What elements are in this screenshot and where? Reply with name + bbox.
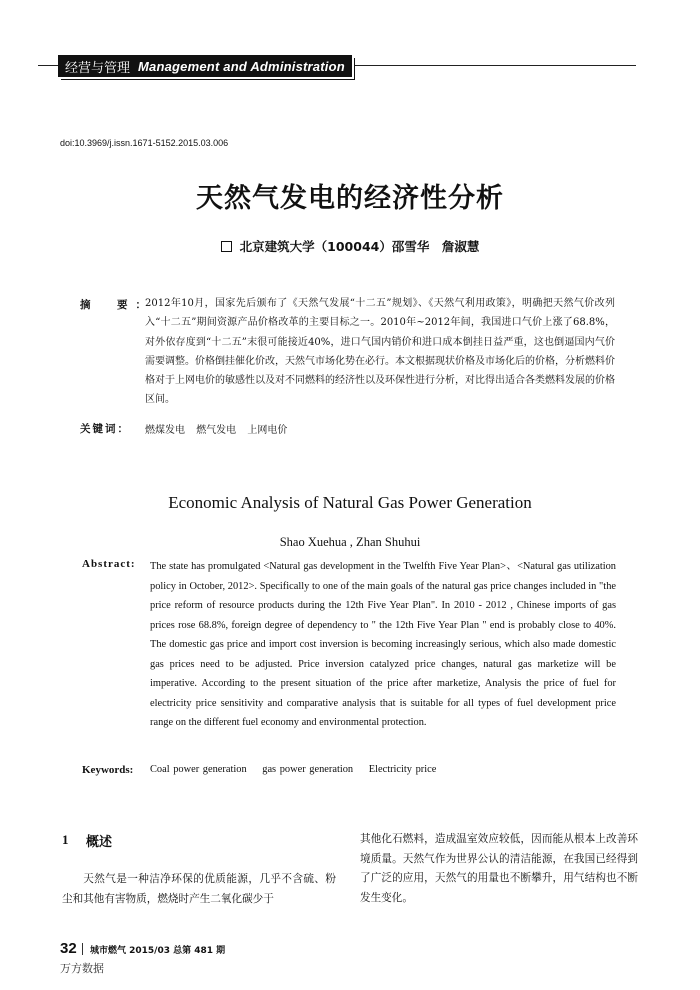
abstract-label-en: Abstract: (82, 558, 136, 570)
keyword-cn: 上网电价 (247, 425, 288, 436)
keyword-cn: 燃煤发电 (145, 425, 185, 436)
section-name-en: Management and Administration (138, 58, 345, 74)
title-cn: 天然气发电的经济性分析 (196, 183, 504, 214)
abstract-label-cn: 摘 要： (80, 299, 154, 311)
keywords-cn (145, 421, 287, 436)
authors-cn-text: 北京建筑大学（100044）邵雪华 詹淑慧 (239, 239, 480, 254)
keyword-en: gas power generation (262, 764, 354, 775)
checkbox-square-icon (221, 241, 232, 252)
section-heading: 概述 (86, 835, 113, 850)
authors-cn (0, 237, 700, 255)
footer-divider (82, 943, 83, 955)
keywords-en (150, 764, 448, 775)
page-number: 32 (60, 940, 77, 957)
body-column-right: 其他化石燃料，造成温室效应较低，因而能从根本上改善环境质量。天然气作为世界公认的清洁能源，在我国已经得到了广泛的应用，天然气的用量也不断攀升，用气结构也不断发生变化。 (360, 833, 638, 904)
doi[interactable]: doi:10.3969/j.issn.1671-5152.2015.03.006 (60, 138, 229, 148)
watermark: 万方数据 (60, 962, 104, 975)
section-number: 1 (62, 832, 69, 847)
body-column-left: 天然气是一种洁净环保的优质能源，几乎不含硫、粉尘和其他有害物质，燃烧时产生二氧化碳少于 (62, 873, 336, 905)
keywords-label-cn: 关键词： (80, 423, 130, 435)
abstract-text-en: The state has promulgated <Natural gas development in the Twelfth Five Year Plan>、<Natural gas utilization policy in October, 2012>. Specifically to one of the main goals of the natural gas price changes included in "the price reform of resource products during the 12th Five Year Plan". In 2010 - 2012 , Chinese imports of gas prices rose 68.8%, foreign degree of dependency to " the 12th Five Year Plan " end is probably close to 40%. The domestic gas price and import cost inversion is becoming increasingly serious, which also made domestic gas prices need to be adjusted. Price inversion catalyzed price changes, natural gas marketize will be imperative. According to the present situation of the price after marketize, Analysis the price of fuel for electricity price sensitivity and comparative analysis that is suitable for all types of fuel development price range on the different fuel economy and environmental protection. (150, 561, 616, 728)
authors-en: Shao Xuehua , Zhan Shuhui (279, 535, 421, 549)
section-name-cn: 经营与管理 (65, 60, 131, 76)
keywords-label-en: Keywords: (82, 764, 134, 776)
title-en: Economic Analysis of Natural Gas Power Generation (168, 493, 532, 512)
journal-info: 城市燃气 2015/03 总第 481 期 (90, 946, 226, 956)
keyword-en: Coal power generation (150, 764, 247, 775)
keyword-en: Electricity price (368, 764, 437, 775)
abstract-text-cn: 2012年10月，国家先后颁布了《天然气发展“十二五”规划》、《天然气利用政策》，明确把天然气价改列入“十二五”期间资源产品价格改革的主要目标之一。2010年~2012年间，我国进口气价上涨了68.8%，对外依存度到“十二五”末很可能接近40%，进口气国内销价和进口成本倒挂日益严重，这也倒逼国内气价需要调整。价格倒挂催化价改，天然气市场化势在必行。本文根据现状价格及市场化后的价格，分析燃料价格对于上网电价的敏感性以及对不同燃料的经济性以及环保性进行分析，对比得出适合各类燃料发展的价格区间。 (145, 298, 615, 406)
keyword-cn: 燃气发电 (196, 425, 237, 436)
section-banner (58, 55, 352, 77)
